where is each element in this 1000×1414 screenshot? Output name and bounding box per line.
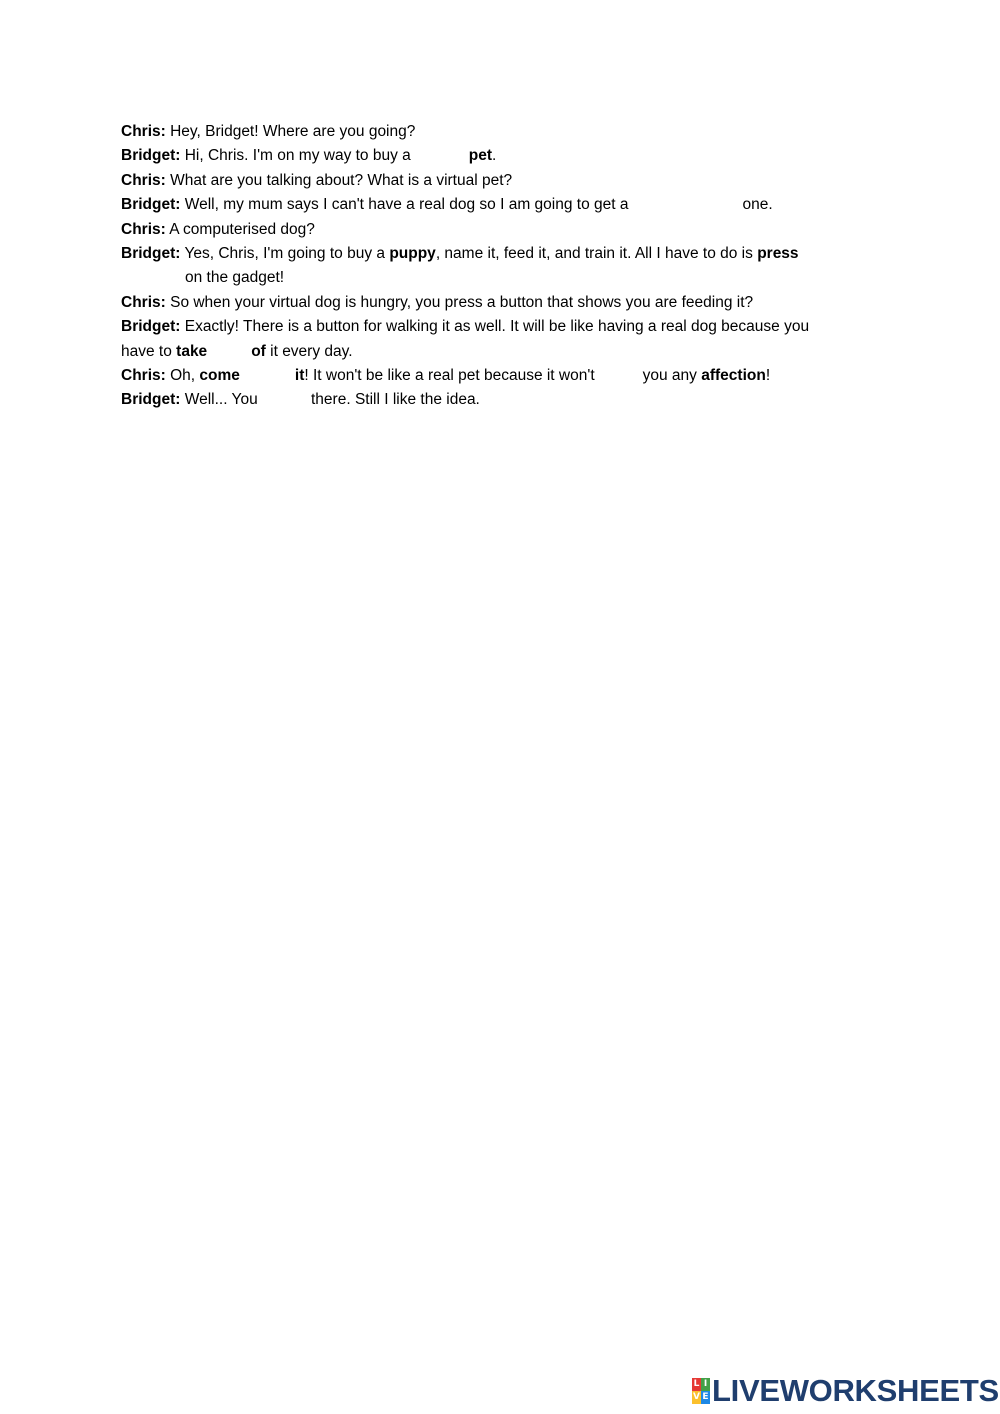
- line-text: A computerised dog?: [165, 220, 315, 238]
- bold-word: of: [251, 342, 266, 360]
- line-text: one.: [742, 196, 773, 214]
- line-text: Hi, Chris. I'm on my way to buy a: [180, 147, 411, 165]
- line-text: So when your virtual dog is hungry, you press a button that shows you are feeding it?: [165, 293, 754, 311]
- line-text: Hey, Bridget! Where are you going?: [165, 123, 416, 140]
- dialogue-line-6-continued: [121, 266, 881, 290]
- line-text: ! It won't be like a real pet because it won't: [304, 367, 595, 385]
- line-text: !: [765, 367, 771, 385]
- line-text: Oh,: [165, 367, 200, 385]
- line-text: have to: [121, 342, 177, 360]
- line-text: Yes, Chris, I'm going to buy a: [180, 245, 390, 263]
- dialogue-line-6: [121, 242, 881, 266]
- bold-word: puppy: [389, 245, 436, 263]
- speaker-label: Bridget:: [121, 318, 181, 336]
- line-text: , name it, feed it, and train it. All I have to do is: [435, 245, 758, 263]
- dialogue-line-9: [121, 364, 881, 388]
- line-text: there. Still I like the idea.: [311, 391, 480, 409]
- speaker-label: Chris:: [121, 171, 166, 189]
- bold-word: pet: [468, 147, 493, 165]
- speaker-label: Chris:: [121, 123, 166, 140]
- live-blocks-icon: [692, 1378, 710, 1404]
- bold-word: take: [176, 342, 208, 360]
- line-text: Well... You: [180, 391, 262, 409]
- line-text: Well, my mum says I can't have a real dog so I am going to get a: [180, 196, 629, 214]
- logo-text: LIVEWORKSHEETS: [712, 1373, 999, 1408]
- dialogue-line-8-continued: [121, 340, 881, 364]
- line-text: Exactly! There is a button for walking it as well. It will be like having a real dog because you: [180, 318, 810, 336]
- dialogue-line-8: [121, 315, 881, 339]
- logo-tile: V: [693, 1392, 700, 1402]
- bold-word: press: [757, 245, 799, 263]
- speaker-label: Chris:: [121, 367, 166, 385]
- speaker-label: Bridget:: [121, 245, 181, 263]
- line-text: it every day.: [265, 342, 353, 360]
- speaker-label: Bridget:: [121, 147, 181, 165]
- logo-tile: E: [702, 1392, 709, 1402]
- dialogue-line-1: [121, 120, 881, 144]
- dialogue-text: [121, 120, 881, 413]
- bold-word: affection: [701, 367, 766, 385]
- bold-word: it: [294, 367, 305, 385]
- speaker-label: Bridget:: [121, 391, 181, 409]
- dialogue-line-4: [121, 193, 881, 217]
- dialogue-line-3: [121, 169, 881, 193]
- speaker-label: Chris:: [121, 220, 166, 238]
- line-text: .: [492, 147, 497, 165]
- line-text: on the gadget!: [185, 269, 285, 287]
- speaker-label: Chris:: [121, 293, 166, 311]
- dialogue-line-2: [121, 144, 881, 168]
- logo-tile: I: [701, 1378, 710, 1391]
- dialogue-line-10: [121, 388, 881, 412]
- logo-tile: L: [693, 1379, 700, 1389]
- bold-word: come: [199, 367, 240, 385]
- dialogue-line-7: [121, 291, 881, 315]
- dialogue-line-5: [121, 218, 881, 242]
- liveworksheets-logo: [692, 1374, 999, 1408]
- line-text: What are you talking about? What is a virtual pet?: [165, 171, 513, 189]
- line-text: you any: [642, 367, 702, 385]
- speaker-label: Bridget:: [121, 196, 181, 214]
